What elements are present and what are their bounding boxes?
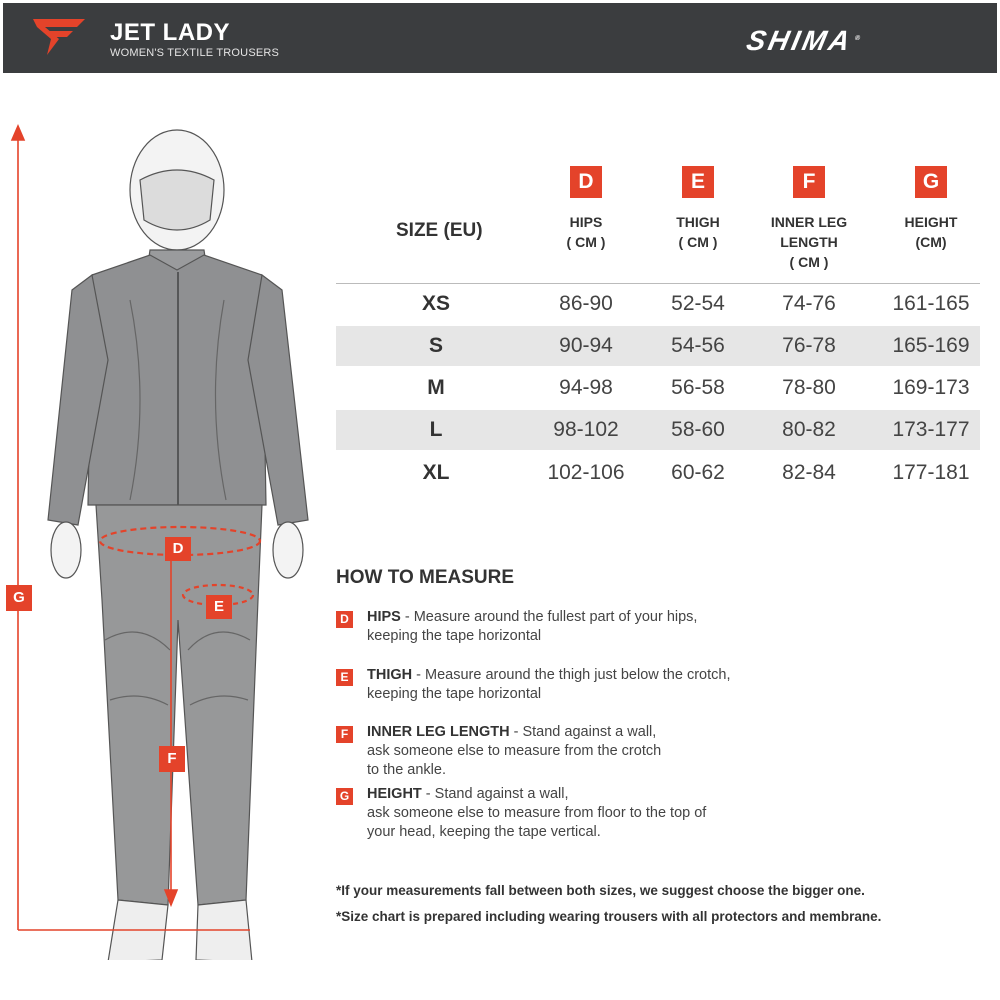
product-title: JET LADY (110, 19, 231, 46)
instruction-term: HIPS (367, 609, 401, 625)
instruction-line: ask someone else to measure from the crotch (367, 743, 662, 759)
column-header-thigh (648, 166, 748, 252)
instruction-letter: G (336, 788, 353, 805)
instruction-letter: E (336, 669, 353, 686)
table-row-m (336, 368, 980, 408)
figure-marker-f: F (159, 746, 185, 772)
instruction-text (367, 608, 787, 646)
thigh-cell: 56-58 (671, 376, 725, 399)
column-letter: G (915, 166, 947, 198)
column-label-line: LENGTH (780, 234, 838, 250)
instruction-term: THIGH (367, 667, 413, 683)
table-row-l (336, 410, 980, 450)
column-label (648, 212, 748, 252)
height-cell: 161-165 (892, 292, 970, 315)
column-letter: D (570, 166, 602, 198)
product-subtitle: WOMEN'S TEXTILE TROUSERS (110, 47, 280, 59)
column-label-line: HIPS (569, 214, 603, 230)
hips-cell: 86-90 (559, 292, 613, 315)
size-cell: XL (422, 461, 450, 484)
hips-cell: 98-102 (553, 418, 619, 441)
instruction-line: keeping the tape horizontal (367, 686, 542, 702)
figure-marker-d: D (165, 537, 191, 561)
measurement-figure (0, 100, 330, 960)
hips-cell: 90-94 (559, 334, 613, 357)
column-header-inner-leg (759, 166, 859, 272)
column-label-line: ( CM ) (678, 234, 718, 250)
instruction-text (367, 666, 787, 704)
instruction-term: HEIGHT (367, 786, 422, 802)
instruction-line: - Measure around the thigh just below the crotch, (412, 667, 731, 683)
instruction-term: INNER LEG LENGTH (367, 724, 510, 740)
thigh-cell: 58-60 (671, 418, 725, 441)
instruction-line: - Stand against a wall, (509, 724, 657, 740)
height-cell: 173-177 (892, 418, 970, 441)
height-cell: 165-169 (892, 334, 970, 357)
inner-leg-cell: 74-76 (782, 292, 836, 315)
column-label (881, 212, 981, 252)
instruction-line: your head, keeping the tape vertical. (367, 824, 601, 840)
height-cell: 177-181 (892, 461, 970, 484)
column-label-line: ( CM ) (566, 234, 606, 250)
hips-cell: 94-98 (559, 376, 613, 399)
instruction-line: to the ankle. (367, 762, 446, 778)
instruction-line: - Measure around the fullest part of your hips, (400, 609, 698, 625)
header-bar (3, 3, 997, 73)
instruction-line: ask someone else to measure from floor to the top of (367, 805, 707, 821)
column-letter: F (793, 166, 825, 198)
column-header-height (881, 166, 981, 252)
instruction-letter: F (336, 726, 353, 743)
column-label (759, 212, 859, 272)
size-cell: XS (421, 292, 450, 315)
footnote-between-sizes: *If your measurements fall between both sizes, we suggest choose the bigger one. (336, 883, 865, 898)
table-row-xs (336, 284, 980, 324)
inner-leg-cell: 80-82 (782, 418, 836, 441)
size-cell: L (429, 418, 443, 441)
thigh-cell: 60-62 (671, 461, 725, 484)
column-header-hips (536, 166, 636, 252)
figure-marker-g: G (6, 585, 32, 611)
brand-logo (744, 25, 863, 57)
inner-leg-cell: 82-84 (782, 461, 836, 484)
instruction-line: - Stand against a wall, (421, 786, 569, 802)
brand-registered-mark: ® (854, 34, 861, 42)
thigh-cell: 54-56 (671, 334, 725, 357)
table-row-xl (336, 453, 980, 493)
column-label-line: INNER LEG (770, 214, 848, 230)
column-label (536, 212, 636, 252)
brand-name: SHIMA (743, 25, 856, 56)
shima-logo-icon (33, 17, 85, 57)
footnote-protectors: *Size chart is prepared including wearing trousers with all protectors and membrane. (336, 909, 882, 924)
instruction-letter: D (336, 611, 353, 628)
instruction-text (367, 785, 787, 842)
column-label-line: THIGH (676, 214, 720, 230)
thigh-cell: 52-54 (671, 292, 725, 315)
size-cell: S (428, 334, 443, 357)
hips-cell: 102-106 (547, 461, 625, 484)
instruction-text (367, 723, 787, 780)
figure-marker-e: E (206, 595, 232, 619)
how-to-measure-title: HOW TO MEASURE (336, 567, 515, 588)
height-cell: 169-173 (892, 376, 970, 399)
instruction-line: keeping the tape horizontal (367, 628, 542, 644)
table-row-s (336, 326, 980, 366)
column-label-line: (CM) (915, 234, 947, 250)
column-letter: E (682, 166, 714, 198)
size-eu-header: SIZE (EU) (396, 220, 483, 241)
size-cell: M (427, 376, 445, 399)
inner-leg-cell: 76-78 (782, 334, 836, 357)
inner-leg-cell: 78-80 (782, 376, 836, 399)
column-label-line: HEIGHT (904, 214, 958, 230)
column-label-line: ( CM ) (789, 254, 829, 270)
